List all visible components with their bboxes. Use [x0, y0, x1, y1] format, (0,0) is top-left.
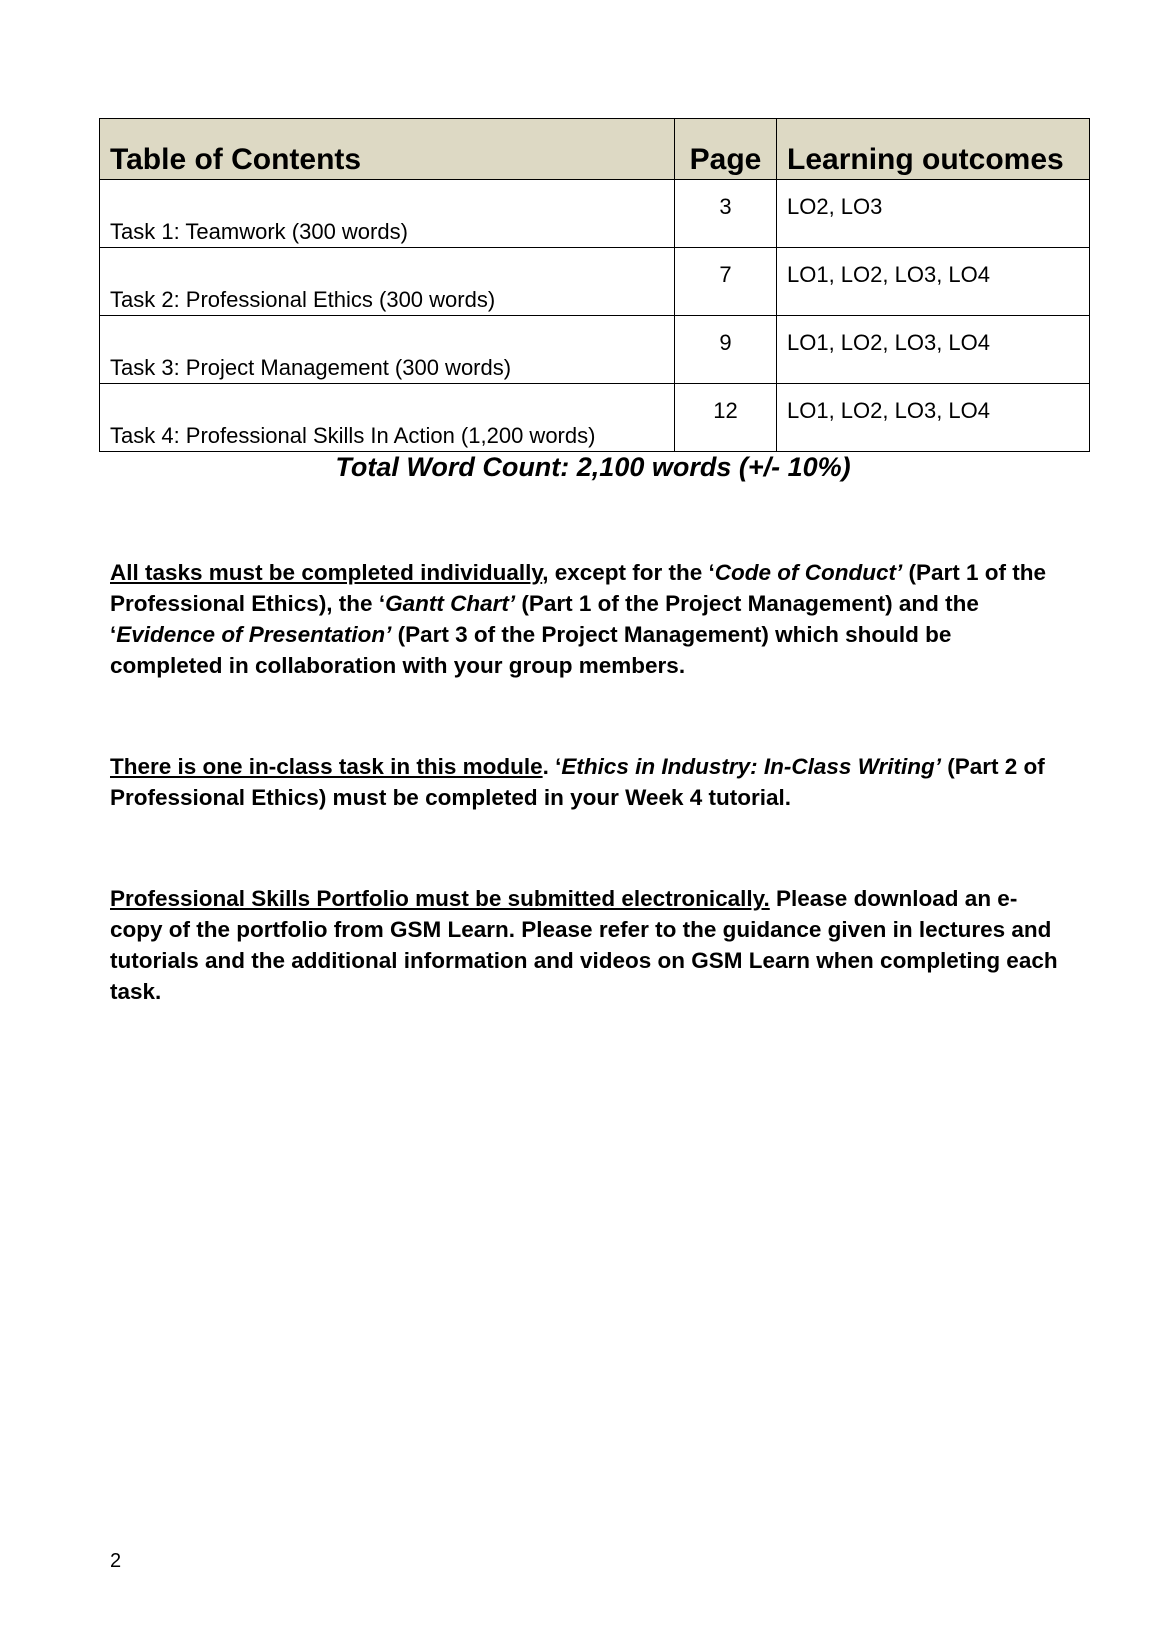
toc-outcomes-cell: LO1, LO2, LO3, LO4 [777, 248, 1090, 316]
toc-task-cell: Task 1: Teamwork (300 words) [100, 180, 675, 248]
italic-term: Ethics in Industry: In-Class Writing’ [561, 754, 942, 779]
paragraph-text: (Part 1 of the Professional Ethics), the ‘ [110, 560, 1047, 616]
toc-outcomes-cell: LO1, LO2, LO3, LO4 [777, 384, 1090, 452]
paragraph-text: (Part 2 of Professional Ethics) must be completed in your Week 4 tutorial. [110, 754, 1045, 810]
underlined-statement: All tasks must be completed individually [110, 560, 543, 585]
table-row [100, 248, 1090, 316]
table-row [100, 180, 1090, 248]
paragraph-text: Please download an e-copy of the portfolio from GSM Learn. Please refer to the guidance given in lectures and tutorials and the additional information and videos on GSM Learn when completing each task. [110, 886, 1058, 1004]
italic-term: Code of Conduct’ [714, 560, 903, 585]
toc-page-cell: 7 [675, 248, 777, 316]
toc-header-row [100, 119, 1090, 180]
toc-header-page: Page [675, 119, 777, 180]
paragraph-text: , except for the ‘ [542, 560, 715, 585]
underlined-statement: There is one in-class task in this module [110, 754, 543, 779]
toc-page-cell: 3 [675, 180, 777, 248]
individual-tasks-paragraph [110, 557, 1060, 681]
toc-outcomes-cell: LO2, LO3 [777, 180, 1090, 248]
toc-page-cell: 9 [675, 316, 777, 384]
in-class-task-paragraph [110, 751, 1060, 813]
submission-paragraph [110, 883, 1060, 1007]
toc-task-cell: Task 4: Professional Skills In Action (1,200 words) [100, 384, 675, 452]
toc-header-contents: Table of Contents [100, 119, 675, 180]
toc-page-cell: 12 [675, 384, 777, 452]
page-number: 2 [110, 1550, 122, 1572]
total-word-count: Total Word Count: 2,100 words (+/- 10%) [335, 452, 851, 482]
paragraph-text: . ‘ [542, 754, 562, 779]
toc-header-outcomes: Learning outcomes [777, 119, 1090, 180]
paragraph-text: (Part 3 of the Project Management) which should be completed in collaboration with your group members. [110, 622, 952, 678]
table-row [100, 384, 1090, 452]
table-row [100, 316, 1090, 384]
underlined-statement: Professional Skills Portfolio must be submitted electronically. [110, 886, 770, 911]
paragraph-text: (Part 1 of the Project Management) and the ‘ [110, 591, 979, 647]
table-of-contents [99, 118, 1090, 452]
italic-term: Gantt Chart’ [385, 591, 516, 616]
toc-task-cell: Task 2: Professional Ethics (300 words) [100, 248, 675, 316]
toc-outcomes-cell: LO1, LO2, LO3, LO4 [777, 316, 1090, 384]
italic-term: Evidence of Presentation’ [116, 622, 392, 647]
toc-task-cell: Task 3: Project Management (300 words) [100, 316, 675, 384]
